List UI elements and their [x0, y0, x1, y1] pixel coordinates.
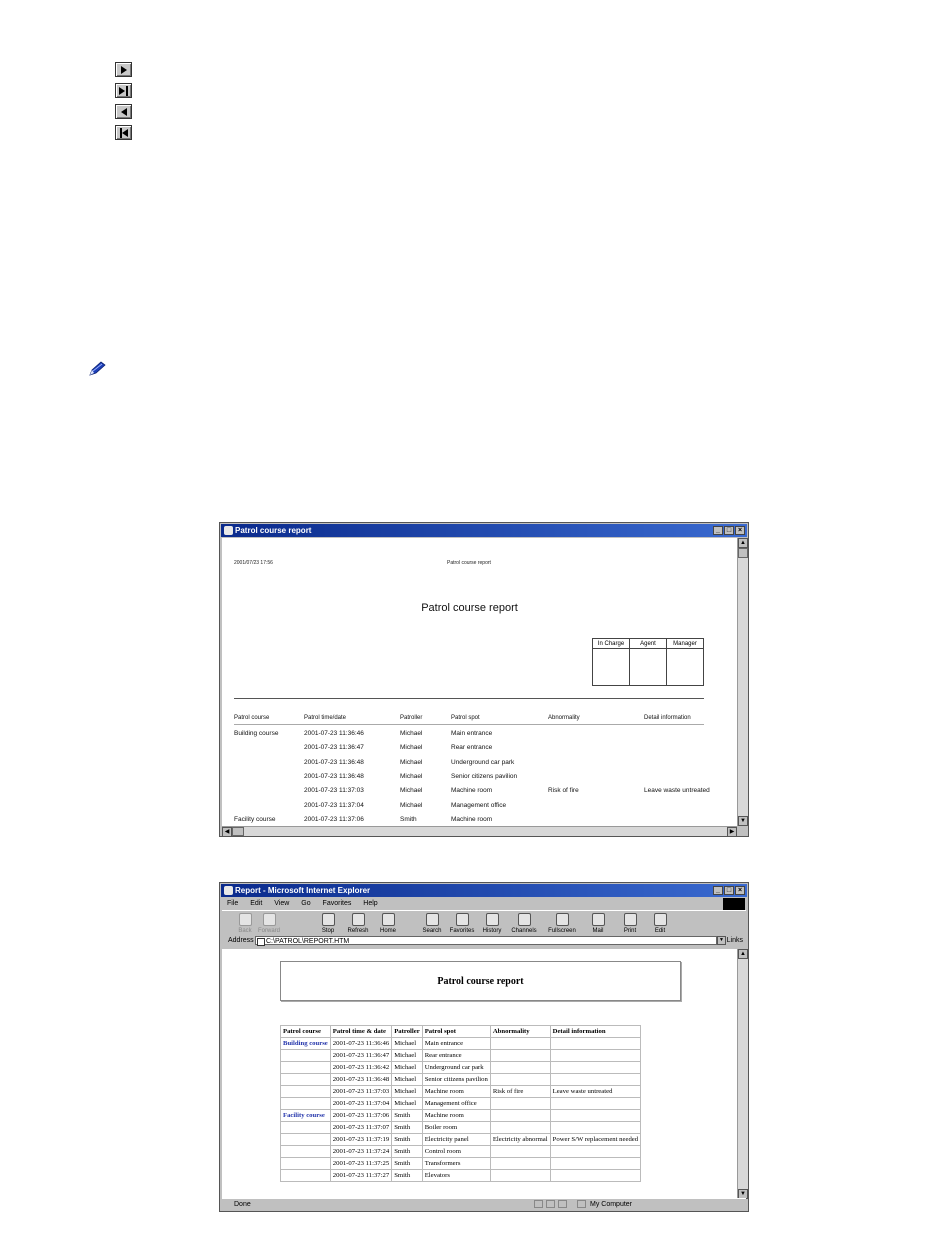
close-button[interactable]: ×	[735, 886, 745, 895]
table-row	[281, 1050, 641, 1062]
table-cell-course	[281, 1062, 331, 1074]
toolbar-label: Edit	[654, 928, 666, 934]
table-cell-abnormality: Electricity abnormal	[490, 1134, 550, 1146]
table-cell-detail	[550, 1050, 640, 1062]
table-cell-patroller: Smith	[392, 1110, 423, 1122]
toolbar-button-mail[interactable]	[583, 913, 613, 934]
table-cell-patroller: Michael	[400, 744, 423, 752]
table-cell-time: 2001-07-23 11:37:06	[330, 1110, 391, 1122]
table-row	[281, 1122, 641, 1134]
status-pane	[558, 1200, 567, 1208]
table-cell-abnormality	[490, 1122, 550, 1134]
table-cell-detail	[550, 1170, 640, 1182]
window-title: Report - Microsoft Internet Explorer	[235, 886, 371, 895]
approval-stamp-table	[592, 638, 704, 686]
play-previous-icon[interactable]	[115, 104, 132, 119]
toolbar-button-refresh[interactable]	[343, 913, 373, 934]
table-row	[281, 1170, 641, 1182]
table-row	[281, 1086, 641, 1098]
toolbar-label: Search	[422, 928, 442, 934]
column-header: Patrol time & date	[330, 1026, 391, 1038]
favorites-icon	[456, 913, 469, 926]
address-label: Address	[228, 937, 254, 944]
table-cell-time: 2001-07-23 11:37:03	[304, 787, 364, 795]
toolbar-label: Favorites	[449, 928, 475, 934]
menu-help[interactable]: Help	[363, 900, 378, 907]
scroll-up-button[interactable]: ▲	[738, 949, 748, 959]
print-icon	[624, 913, 637, 926]
toolbar-label: Back	[238, 928, 252, 934]
table-cell-patroller: Smith	[392, 1122, 423, 1134]
table-cell-spot: Main entrance	[451, 730, 493, 737]
minimize-button[interactable]: _	[713, 526, 723, 535]
table-cell-course[interactable]: Building course	[281, 1038, 331, 1050]
scroll-down-button[interactable]: ▼	[738, 1189, 748, 1199]
table-cell-time: 2001-07-23 11:36:48	[304, 758, 364, 766]
status-pane	[534, 1200, 543, 1208]
toolbar-label: Fullscreen	[548, 928, 576, 934]
fullscreen-icon	[556, 913, 569, 926]
toolbar-label: Home	[379, 928, 396, 934]
toolbar-button-favorites[interactable]	[447, 913, 477, 934]
table-cell-time: 2001-07-23 11:36:42	[330, 1062, 391, 1074]
home-icon	[382, 913, 395, 926]
table-cell-detail	[550, 1098, 640, 1110]
table-cell-detail: Leave waste untreated	[644, 787, 710, 795]
table-cell-abnormality	[490, 1062, 550, 1074]
menu-favorites[interactable]: Favorites	[322, 900, 352, 907]
address-dropdown-button[interactable]: ▼	[717, 936, 726, 945]
table-cell-patroller: Smith	[400, 815, 417, 823]
table-cell-course	[281, 1122, 331, 1134]
table-row	[281, 1098, 641, 1110]
stamp-box	[667, 649, 704, 686]
column-header: Detail information	[644, 715, 691, 721]
table-cell-abnormality	[490, 1074, 550, 1086]
report-title: Patrol course report	[421, 602, 518, 614]
vertical-scrollbar[interactable]	[737, 538, 748, 826]
table-cell-spot: Machine room	[422, 1110, 490, 1122]
table-cell-detail	[550, 1074, 640, 1086]
table-row	[281, 1038, 641, 1050]
toolbar-button-print[interactable]	[615, 913, 645, 934]
ie-icon	[224, 886, 233, 895]
minimize-button[interactable]: _	[713, 886, 723, 895]
table-cell-detail	[550, 1158, 640, 1170]
window-title-bar[interactable]	[221, 524, 747, 537]
toolbar-label: Mail	[592, 928, 604, 934]
table-cell-spot: Underground car park	[422, 1062, 490, 1074]
maximize-button[interactable]: □	[724, 886, 734, 895]
table-row	[281, 1074, 641, 1086]
zone-status: My Computer	[590, 1201, 633, 1208]
back-arrow-icon	[239, 913, 252, 926]
toolbar	[222, 910, 746, 936]
pencil-note-icon	[88, 361, 106, 377]
table-cell-patroller: Michael	[400, 730, 423, 737]
table-row	[281, 1062, 641, 1074]
toolbar-button-forward[interactable]	[254, 913, 284, 934]
scroll-up-button[interactable]: ▲	[738, 538, 748, 548]
toolbar-button-stop[interactable]	[313, 913, 343, 934]
table-cell-spot: Senior citizens pavilion	[422, 1074, 490, 1086]
browser-content	[222, 949, 737, 1199]
toolbar-button-channels[interactable]	[509, 913, 539, 934]
table-cell-time: 2001-07-23 11:36:47	[330, 1050, 391, 1062]
table-cell-abnormality	[490, 1098, 550, 1110]
ie-logo-icon	[723, 898, 745, 910]
table-cell-course	[281, 1158, 331, 1170]
table-cell-patroller: Michael	[400, 772, 423, 780]
search-icon	[426, 913, 439, 926]
table-cell-spot: Management office	[451, 801, 507, 809]
table-cell-spot: Control room	[422, 1146, 490, 1158]
report-page	[222, 538, 737, 826]
mail-icon	[592, 913, 605, 926]
table-cell-course	[281, 1050, 331, 1062]
scroll-thumb[interactable]	[232, 827, 244, 836]
status-bar	[222, 1198, 746, 1210]
table-cell-course	[281, 1134, 331, 1146]
toolbar-label: Refresh	[347, 928, 369, 934]
menu-go[interactable]: Go	[301, 900, 311, 907]
column-header: Patrol spot	[451, 715, 480, 721]
table-cell-abnormality	[490, 1110, 550, 1122]
report-header-center: Patrol course report	[447, 560, 491, 566]
skip-to-start-icon[interactable]	[115, 125, 132, 140]
divider	[234, 698, 704, 699]
report-header-left: 2001/07/23 17:56	[234, 560, 273, 566]
table-cell-abnormality	[490, 1158, 550, 1170]
table-row	[281, 1134, 641, 1146]
table-row	[281, 1158, 641, 1170]
table-cell-patroller: Smith	[392, 1134, 423, 1146]
table-cell-course: Building course	[234, 730, 279, 737]
column-header: Patroller	[392, 1026, 423, 1038]
table-cell-detail	[550, 1062, 640, 1074]
table-cell-course	[281, 1146, 331, 1158]
ie-window	[219, 882, 749, 1212]
toolbar-button-edit[interactable]	[645, 913, 675, 934]
table-cell-detail	[550, 1146, 640, 1158]
page-icon	[257, 938, 265, 946]
toolbar-label: Forward	[257, 928, 280, 934]
table-cell-detail	[550, 1038, 640, 1050]
table-cell-spot: Elevators	[422, 1170, 490, 1182]
address-bar	[222, 935, 746, 947]
table-cell-detail: Leave waste untreated	[550, 1086, 640, 1098]
report-title: Patrol course report	[437, 976, 524, 987]
links-button[interactable]: Links	[726, 937, 743, 944]
table-cell-course: Facility course	[234, 815, 276, 823]
table-cell-patroller: Michael	[392, 1074, 423, 1086]
column-header: Abnormality	[490, 1026, 550, 1038]
table-cell-abnormality	[490, 1170, 550, 1182]
table-cell-time: 2001-07-23 11:37:24	[330, 1146, 391, 1158]
table-cell-patroller: Michael	[392, 1038, 423, 1050]
toolbar-button-history[interactable]	[477, 913, 507, 934]
table-cell-time: 2001-07-23 11:37:19	[330, 1134, 391, 1146]
menu-file[interactable]: File	[227, 900, 239, 907]
scroll-down-button[interactable]: ▼	[738, 816, 748, 826]
channels-icon	[518, 913, 531, 926]
column-header: Patrol course	[234, 715, 270, 721]
toolbar-button-home[interactable]	[373, 913, 403, 934]
vertical-scrollbar[interactable]	[737, 949, 748, 1199]
address-value: C:\PATROL\REPORT.HTM	[266, 938, 350, 945]
table-cell-time: 2001-07-23 11:37:04	[330, 1098, 391, 1110]
scroll-thumb[interactable]	[738, 548, 748, 558]
maximize-button[interactable]: □	[724, 526, 734, 535]
status-text: Done	[234, 1201, 251, 1208]
table-cell-course[interactable]: Facility course	[281, 1110, 331, 1122]
table-cell-time: 2001-07-23 11:36:47	[304, 744, 364, 752]
scroll-right-button[interactable]: ▶	[727, 827, 737, 837]
menu-view[interactable]: View	[274, 900, 290, 907]
report-title-box	[280, 961, 681, 1001]
table-cell-patroller: Michael	[392, 1050, 423, 1062]
table-cell-spot: Machine room	[451, 787, 493, 795]
toolbar-button-search[interactable]	[417, 913, 447, 934]
table-cell-spot: Senior citizens pavilion	[451, 772, 518, 780]
column-header: Abnormality	[548, 715, 580, 721]
table-cell-patroller: Smith	[392, 1170, 423, 1182]
table-cell-time: 2001-07-23 11:37:25	[330, 1158, 391, 1170]
table-cell-detail	[550, 1110, 640, 1122]
patrol-report-window	[219, 522, 749, 837]
table-cell-abnormality: Risk of fire	[490, 1086, 550, 1098]
table-cell-patroller: Smith	[392, 1146, 423, 1158]
table-cell-abnormality	[490, 1038, 550, 1050]
stamp-label: Agent	[630, 639, 667, 649]
column-header: Patroller	[400, 715, 423, 721]
table-cell-patroller: Michael	[400, 758, 423, 766]
horizontal-scrollbar[interactable]	[222, 826, 737, 836]
table-cell-patroller: Smith	[392, 1158, 423, 1170]
stamp-box	[630, 649, 667, 686]
table-cell-spot: Underground car park	[451, 758, 515, 766]
status-pane	[546, 1200, 555, 1208]
table-cell-course	[281, 1074, 331, 1086]
table-cell-time: 2001-07-23 11:36:46	[304, 730, 364, 737]
table-cell-course	[281, 1170, 331, 1182]
window-title: Patrol course report	[235, 526, 312, 535]
toolbar-label: Print	[623, 928, 637, 934]
stamp-label: In Charge	[593, 639, 630, 649]
table-cell-time: 2001-07-23 11:36:46	[330, 1038, 391, 1050]
stamp-label: Manager	[667, 639, 704, 649]
toolbar-label: History	[482, 928, 502, 934]
table-cell-spot: Machine room	[422, 1086, 490, 1098]
address-input[interactable]	[255, 936, 717, 945]
scroll-left-button[interactable]: ◀	[222, 827, 232, 837]
table-cell-time: 2001-07-23 11:37:27	[330, 1170, 391, 1182]
table-cell-spot: Main entrance	[422, 1038, 490, 1050]
toolbar-button-fullscreen[interactable]	[547, 913, 577, 934]
table-cell-time: 2001-07-23 11:37:07	[330, 1122, 391, 1134]
table-cell-course	[281, 1086, 331, 1098]
toolbar-label: Stop	[321, 928, 335, 934]
table-row	[281, 1146, 641, 1158]
table-row	[281, 1110, 641, 1122]
table-cell-abnormality: Risk of fire	[548, 787, 579, 795]
edit-icon	[654, 913, 667, 926]
table-cell-spot: Boiler room	[422, 1122, 490, 1134]
table-cell-spot: Management office	[422, 1098, 490, 1110]
table-cell-patroller: Michael	[392, 1062, 423, 1074]
window-title-bar[interactable]	[221, 884, 747, 897]
table-cell-patroller: Michael	[400, 787, 423, 795]
app-icon	[224, 526, 233, 535]
table-cell-time: 2001-07-23 11:36:48	[330, 1074, 391, 1086]
close-button[interactable]: ×	[735, 526, 745, 535]
forward-arrow-icon	[263, 913, 276, 926]
header-underline	[234, 724, 704, 725]
table-cell-detail: Power S/W replacement needed	[550, 1134, 640, 1146]
table-cell-spot: Rear entrance	[422, 1050, 490, 1062]
status-pane	[577, 1200, 586, 1208]
table-cell-time: 2001-07-23 11:37:06	[304, 815, 364, 823]
table-cell-spot: Electricity panel	[422, 1134, 490, 1146]
table-cell-detail	[550, 1122, 640, 1134]
table-cell-course	[281, 1098, 331, 1110]
menu-bar	[222, 898, 746, 909]
stamp-box	[593, 649, 630, 686]
stop-icon	[322, 913, 335, 926]
table-cell-time: 2001-07-23 11:37:04	[304, 801, 364, 809]
column-header: Detail information	[550, 1026, 640, 1038]
table-cell-patroller: Michael	[400, 801, 423, 809]
play-next-icon[interactable]	[115, 62, 132, 77]
column-header: Patrol time/date	[304, 715, 347, 721]
column-header: Patrol spot	[422, 1026, 490, 1038]
toolbar-label: Channels	[511, 928, 537, 934]
table-cell-abnormality	[490, 1050, 550, 1062]
report-table	[280, 1025, 641, 1182]
table-cell-time: 2001-07-23 11:37:03	[330, 1086, 391, 1098]
table-cell-spot: Transformers	[422, 1158, 490, 1170]
history-icon	[486, 913, 499, 926]
table-cell-spot: Machine room	[451, 815, 493, 823]
table-cell-patroller: Michael	[392, 1086, 423, 1098]
table-cell-time: 2001-07-23 11:36:48	[304, 772, 364, 780]
menu-edit[interactable]: Edit	[250, 900, 263, 907]
table-cell-patroller: Michael	[392, 1098, 423, 1110]
refresh-icon	[352, 913, 365, 926]
table-cell-abnormality	[490, 1146, 550, 1158]
column-header: Patrol course	[281, 1026, 331, 1038]
table-cell-spot: Rear entrance	[451, 744, 493, 752]
skip-to-end-icon[interactable]	[115, 83, 132, 98]
